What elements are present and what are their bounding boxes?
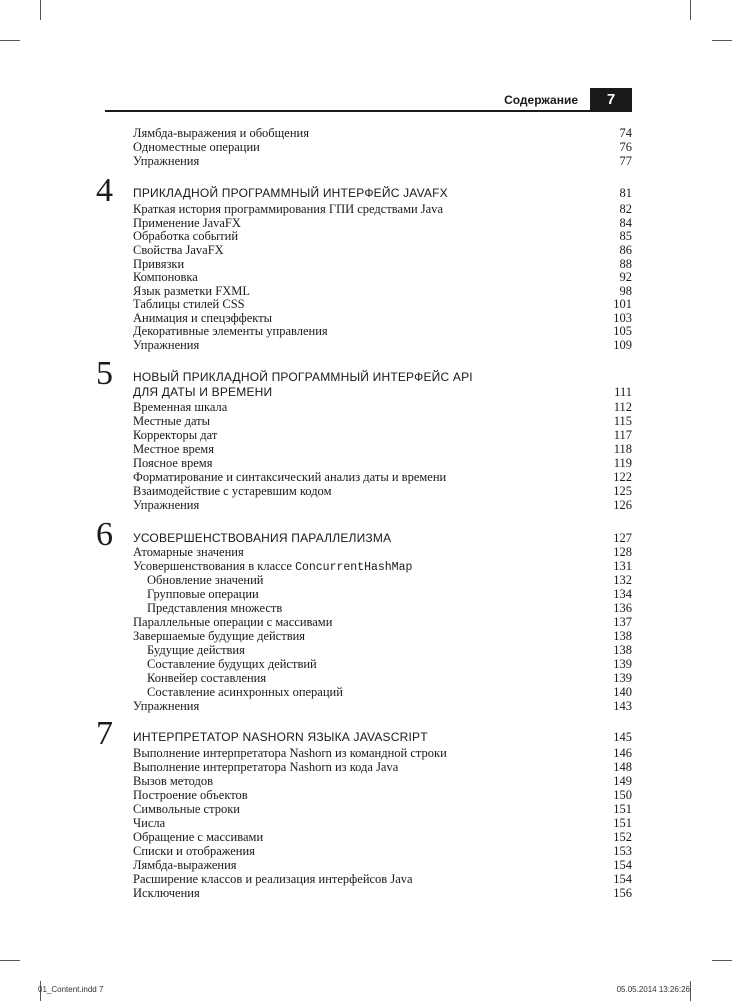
toc-entry: Анимация и спецэффекты 103 xyxy=(133,311,632,325)
toc-entry: Взаимодействие с устаревшим кодом 125 xyxy=(133,484,632,498)
toc-entry: Расширение классов и реализация интерфейсов Java 154 xyxy=(133,872,632,886)
toc-entry: Обработка событий 85 xyxy=(133,229,632,243)
crop-mark xyxy=(712,960,732,961)
chapter-number: 7 xyxy=(96,715,113,752)
toc-entry: Язык разметки FXML 98 xyxy=(133,284,632,298)
toc-subentry: Конвейер составления 139 xyxy=(147,671,632,685)
chapter-heading: УСОВЕРШЕНСТВОВАНИЯ ПАРАЛЛЕЛИЗМА 127 xyxy=(133,531,632,545)
toc-entry: Списки и отображения 153 xyxy=(133,844,632,858)
toc-entry: Атомарные значения 128 xyxy=(133,545,632,559)
toc-entry: Числа 151 xyxy=(133,816,632,830)
toc-entry: Параллельные операции с массивами 137 xyxy=(133,615,632,629)
toc-entry: Упражнения 126 xyxy=(133,498,632,512)
toc-entry: Обращение с массивами 152 xyxy=(133,830,632,844)
toc-entry: Усовершенствования в классе ConcurrentHashMap 131 xyxy=(133,559,632,574)
toc-entry: Привязки 88 xyxy=(133,257,632,271)
toc-entry: Поясное время 119 xyxy=(133,456,632,470)
toc-entry: Вызов методов 149 xyxy=(133,774,632,788)
toc-entry: Одноместные операции 76 xyxy=(133,140,632,154)
toc-entry: Упражнения 143 xyxy=(133,699,632,713)
toc-entry: Применение JavaFX 84 xyxy=(133,216,632,230)
toc-entry: Компоновка 92 xyxy=(133,270,632,284)
crop-mark xyxy=(0,40,20,41)
header-rule xyxy=(105,110,632,112)
toc-entry: Корректоры дат 117 xyxy=(133,428,632,442)
toc-entry: Свойства JavaFX 86 xyxy=(133,243,632,257)
toc-entry: Выполнение интерпретатора Nashorn из командной строки 146 xyxy=(133,746,632,760)
footer-file-slug: 01_Content.indd 7 xyxy=(38,985,104,994)
toc-subentry: Групповые операции 134 xyxy=(147,587,632,601)
footer-timestamp: 05.05.2014 13:26:26 xyxy=(616,985,690,994)
chapter-number: 5 xyxy=(96,355,113,392)
crop-mark xyxy=(690,0,691,20)
toc-subentry: Представления множеств 136 xyxy=(147,601,632,615)
crop-mark xyxy=(690,981,691,1001)
class-name-code: ConcurrentHashMap xyxy=(295,561,413,574)
toc-subentry: Обновление значений 132 xyxy=(147,573,632,587)
toc-subentry: Составление будущих действий 139 xyxy=(147,657,632,671)
toc-entry: Краткая история программирования ГПИ средствами Java 82 xyxy=(133,202,632,216)
toc-entry: Местные даты 115 xyxy=(133,414,632,428)
toc-entry: Построение объектов 150 xyxy=(133,788,632,802)
crop-mark xyxy=(40,0,41,20)
page-number-box: 7 xyxy=(590,88,632,112)
toc-entry: Упражнения 109 xyxy=(133,338,632,352)
crop-mark xyxy=(0,960,20,961)
chapter-number: 4 xyxy=(96,172,113,209)
toc-entry: Лямбда-выражения 154 xyxy=(133,858,632,872)
toc-entry: Форматирование и синтаксический анализ даты и времени 122 xyxy=(133,470,632,484)
chapter-heading: ДЛЯ ДАТЫ И ВРЕМЕНИ 111 xyxy=(133,385,632,399)
toc-entry: Символьные строки 151 xyxy=(133,802,632,816)
toc-entry: Завершаемые будущие действия 138 xyxy=(133,629,632,643)
toc-entry: Таблицы стилей CSS 101 xyxy=(133,297,632,311)
toc-entry: Исключения 156 xyxy=(133,886,632,900)
chapter-heading: НОВЫЙ ПРИКЛАДНОЙ ПРОГРАММНЫЙ ИНТЕРФЕЙС API xyxy=(133,370,473,384)
running-header-title: Содержание xyxy=(504,93,578,107)
toc-entry: Упражнения 77 xyxy=(133,154,632,168)
toc-entry: Декоративные элементы управления 105 xyxy=(133,324,632,338)
toc-entry: Лямбда-выражения и обобщения 74 xyxy=(133,126,632,140)
toc-entry: Временная шкала 112 xyxy=(133,400,632,414)
toc-entry: Выполнение интерпретатора Nashorn из кода Java 148 xyxy=(133,760,632,774)
chapter-heading: ПРИКЛАДНОЙ ПРОГРАММНЫЙ ИНТЕРФЕЙС JAVAFX 81 xyxy=(133,186,632,200)
chapter-heading: ИНТЕРПРЕТАТОР NASHORN ЯЗЫКА JAVASCRIPT 145 xyxy=(133,730,632,744)
crop-mark xyxy=(712,40,732,41)
toc-subentry: Составление асинхронных операций 140 xyxy=(147,685,632,699)
toc-entry: Местное время 118 xyxy=(133,442,632,456)
chapter-number: 6 xyxy=(96,516,113,553)
toc-subentry: Будущие действия 138 xyxy=(147,643,632,657)
